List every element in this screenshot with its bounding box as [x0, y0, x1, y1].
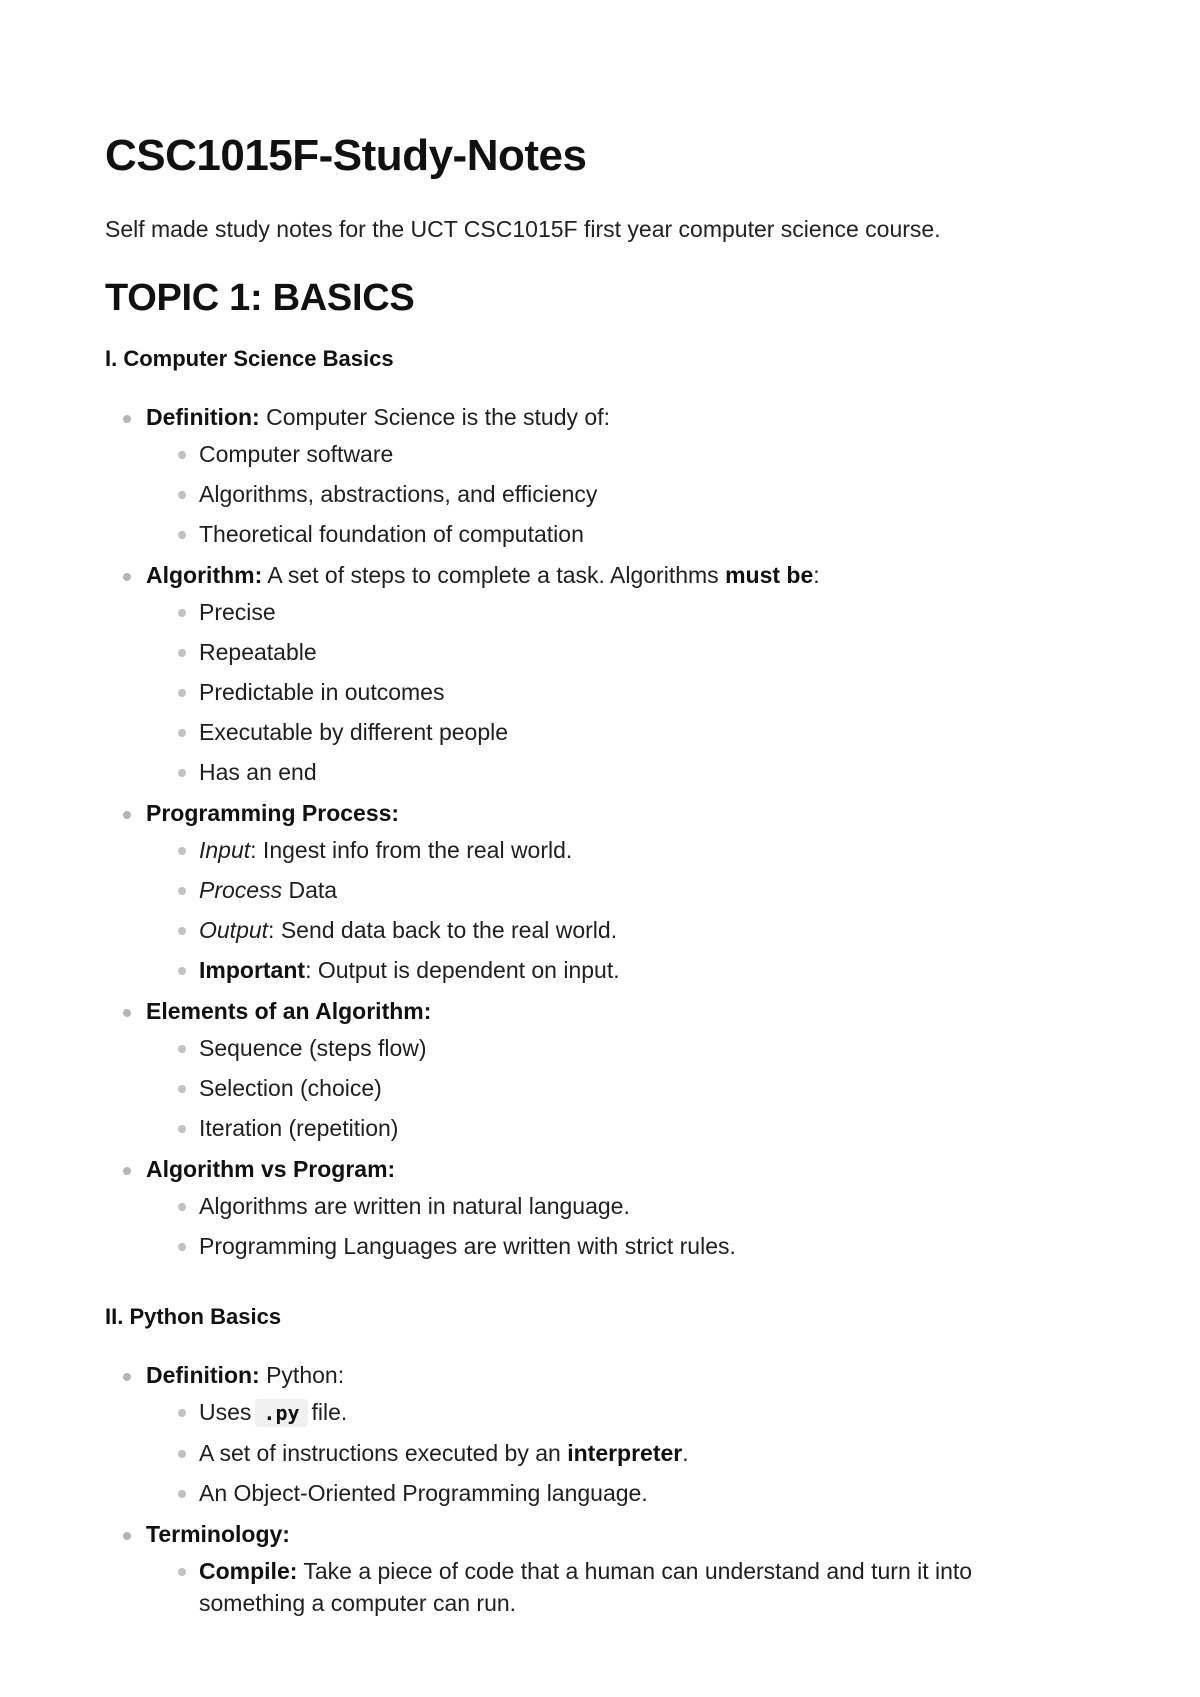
section-heading-cs-basics: I. Computer Science Basics — [105, 346, 394, 371]
important-label: Important — [199, 957, 306, 983]
list-item: Algorithms are written in natural language. — [146, 1190, 1065, 1222]
list-item: Programming Languages are written with strict rules. — [146, 1230, 1065, 1262]
section-heading-python-basics: II. Python Basics — [105, 1304, 282, 1329]
interp-suffix: . — [682, 1440, 689, 1466]
list-item: Algorithms, abstractions, and efficiency — [146, 478, 1065, 510]
list-item: Repeatable — [146, 636, 1065, 668]
list-item-output — [146, 914, 1065, 946]
python-basics-list — [105, 1358, 1065, 1619]
python-definition-label: Definition: — [146, 1362, 260, 1388]
uses-prefix: Uses — [199, 1399, 252, 1425]
cs-basics-list — [105, 400, 1065, 1262]
algorithm-label: Algorithm: — [146, 562, 263, 588]
list-item-elements — [105, 994, 1065, 1144]
list-item: Executable by different people — [146, 716, 1065, 748]
python-definition-sublist — [146, 1396, 1065, 1509]
algorithm-text: A set of steps to complete a task. Algorithms — [262, 562, 726, 588]
document-subtitle: Self made study notes for the UCT CSC1015F first year computer science course. — [105, 216, 941, 242]
list-item-terminology — [105, 1517, 1065, 1619]
terminology-sublist — [146, 1555, 1065, 1619]
list-item-important — [146, 954, 1065, 986]
list-item-compile — [146, 1555, 1065, 1619]
interp-bold: interpreter — [567, 1440, 683, 1466]
elements-sublist — [146, 1032, 1065, 1144]
python-definition-text: Python: — [259, 1362, 345, 1388]
list-item: Sequence (steps flow) — [146, 1032, 1065, 1064]
vs-label: Algorithm vs Program: — [146, 1156, 396, 1182]
py-extension-code: .py — [255, 1399, 307, 1427]
definition-sublist — [146, 438, 1065, 550]
document-title: CSC1015F-Study-Notes — [105, 131, 587, 180]
list-item-process — [146, 874, 1065, 906]
list-item-programming-process — [105, 796, 1065, 986]
document-content — [105, 128, 1065, 1627]
list-item: Computer software — [146, 438, 1065, 470]
vs-sublist — [146, 1190, 1065, 1262]
list-item-uses-py — [146, 1396, 1065, 1429]
output-text: : Send data back to the real world. — [268, 917, 618, 943]
algorithm-emphasis: must be — [725, 562, 814, 588]
uses-suffix: file. — [311, 1399, 348, 1425]
definition-label: Definition: — [146, 404, 260, 430]
list-item-definition — [105, 400, 1065, 550]
programming-process-sublist — [146, 834, 1065, 986]
programming-process-label: Programming Process: — [146, 800, 400, 826]
list-item: Iteration (repetition) — [146, 1112, 1065, 1144]
process-text: Data — [282, 877, 338, 903]
input-text: : Ingest info from the real world. — [250, 837, 573, 863]
process-label: Process — [199, 877, 283, 903]
output-label: Output — [199, 917, 269, 943]
elements-label: Elements of an Algorithm: — [146, 998, 432, 1024]
list-item-python-definition — [105, 1358, 1065, 1509]
compile-label: Compile: — [199, 1558, 298, 1584]
list-item: Selection (choice) — [146, 1072, 1065, 1104]
terminology-label: Terminology: — [146, 1521, 290, 1547]
algorithm-sublist — [146, 596, 1065, 788]
list-item-oop: An Object-Oriented Programming language. — [146, 1477, 1065, 1509]
compile-text: Take a piece of code that a human can understand and turn it into something a computer can run. — [199, 1558, 973, 1616]
list-item-input — [146, 834, 1065, 866]
list-item: Precise — [146, 596, 1065, 628]
list-item: Theoretical foundation of computation — [146, 518, 1065, 550]
list-item-algorithm-vs-program — [105, 1152, 1065, 1262]
list-item-algorithm — [105, 558, 1065, 788]
algorithm-suffix: : — [813, 562, 820, 588]
definition-text: Computer Science is the study of: — [259, 404, 610, 430]
interp-prefix: A set of instructions executed by an — [199, 1440, 568, 1466]
important-text: : Output is dependent on input. — [305, 957, 620, 983]
list-item-interpreter — [146, 1437, 1065, 1469]
list-item: Predictable in outcomes — [146, 676, 1065, 708]
topic-heading: TOPIC 1: BASICS — [105, 277, 415, 319]
list-item: Has an end — [146, 756, 1065, 788]
input-label: Input — [199, 837, 251, 863]
